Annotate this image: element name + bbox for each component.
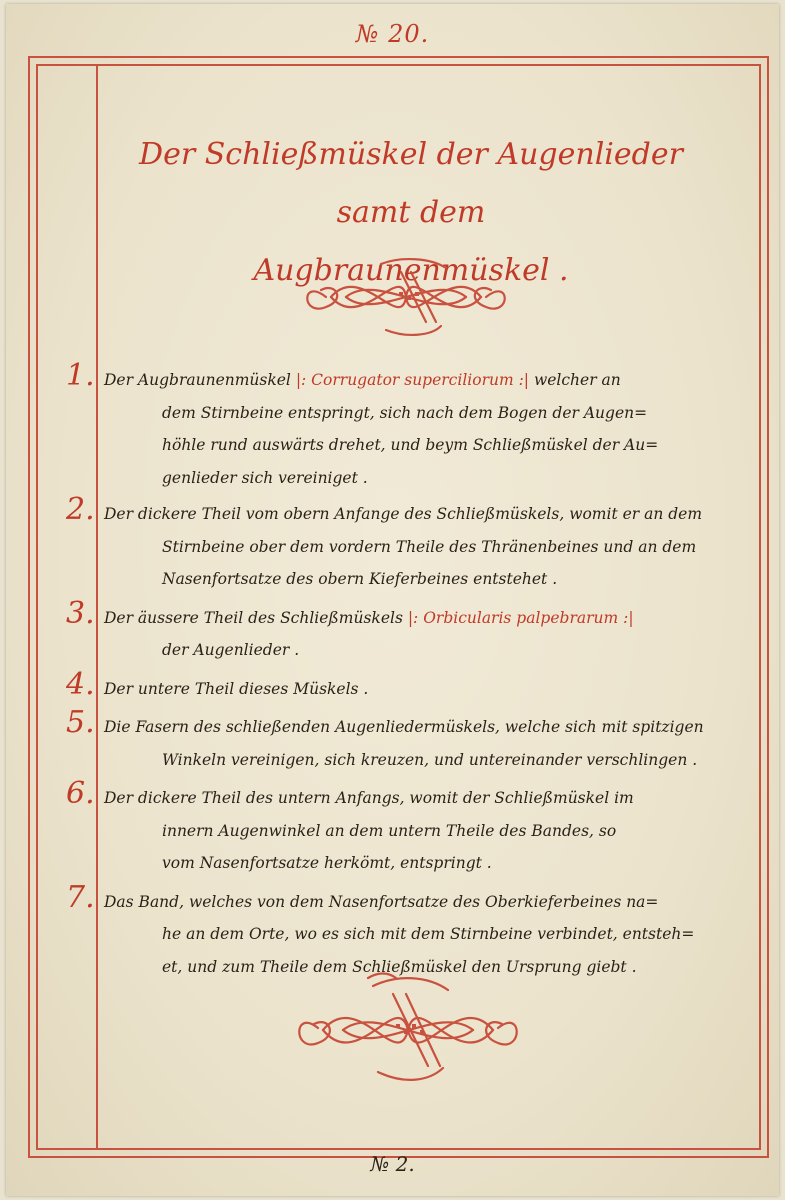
item-text: Der äussere Theil des Schließmüskels |: Orbicularis palpebrarum :| der Augenlieder . [104,608,634,659]
item-number: 3. [66,595,95,631]
item-list [46,358,756,989]
manuscript-sheet [6,4,779,1196]
item-text: Die Fasern des schließenden Augenliedermüskels, welche sich mit spitzigen Winkeln vereinigen, sich kreuzen, und untereinander verschlingen . [104,718,704,769]
item-number: 6. [66,776,95,811]
latin-term: |: Corrugator superciliorum :| [295,371,530,389]
list-item [46,595,756,667]
item-number: 2. [66,492,95,527]
item-number: 5. [66,705,95,740]
item-text: Der untere Theil dieses Müskels . [104,679,369,698]
list-item [46,776,756,880]
item-number: 7. [66,879,95,915]
sheet-number: № 20. [355,20,430,48]
list-item [46,492,756,596]
latin-term: |: Orbicularis palpebrarum :| [407,608,634,627]
item-text: Der Augbraunenmüskel |: Corrugator superciliorum :| welcher an dem Stirnbeine entspringt, sich nach dem Bogen der Augen= höhle rund auswärts drehet, und beym Schließmüskel der Au= genlieder sich vereiniget . [104,371,659,487]
page-number: № 2. [370,1152,415,1176]
top-flourish-ornament [291,252,521,342]
item-text: Der dickere Theil des untern Anfangs, womit der Schließmüskel im innern Augenwinkel an dem untern Theile des Bandes, so vom Nasenfortsatze herkömt, entspringt . [104,789,634,872]
item-number: 4. [66,666,95,702]
list-item [46,705,756,776]
title-line-1: Der Schließmüskel der Augenlieder samt dem [139,137,683,230]
item-text: Der dickere Theil vom obern Anfange des Schließmüskels, womit er an dem Stirnbeine ober dem vordern Theile des Thränenbeines und an dem Nasenfortsatze des obern Kieferbeines entstehet . [104,505,703,588]
item-number: 1. [66,358,95,393]
bottom-flourish-ornament [288,968,528,1088]
list-item [46,358,756,494]
list-item [46,666,756,706]
title-line-2: Augbraunenmüskel . [253,253,569,288]
item-text: Das Band, welches von dem Nasenfortsatze des Oberkieferbeines na= he an dem Orte, wo es sich mit dem Stirnbeine verbindet, entsteh= et, und zum Theile dem Schließmüskel den Ursprung giebt . [104,892,695,976]
